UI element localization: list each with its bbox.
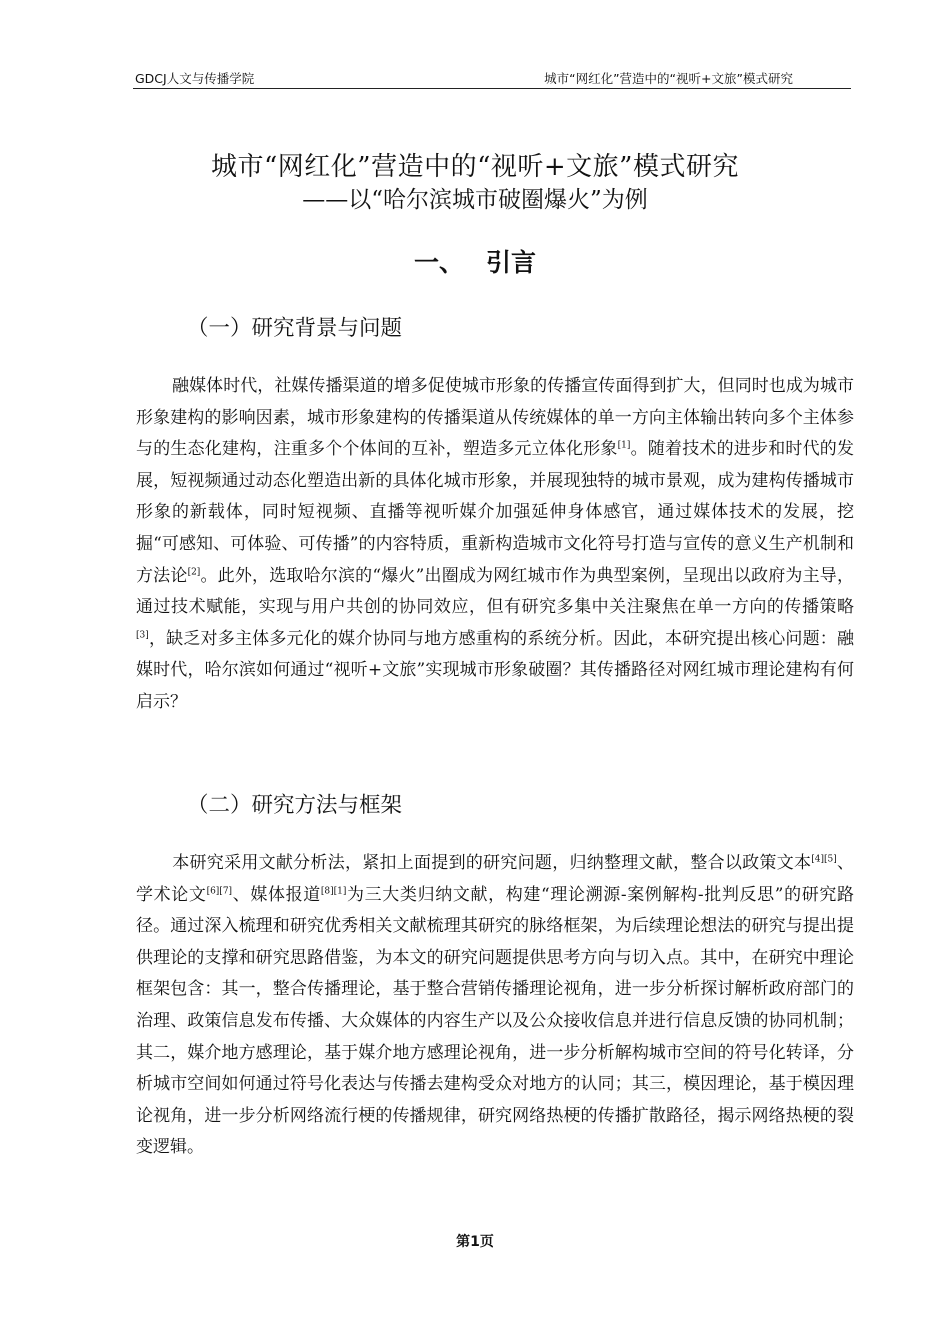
subsection-heading-methods: （二）研究方法与框架 [187,793,403,818]
text-run: 、学术论文 [136,853,855,905]
text-run: 。随着技术的进步和时代的发展，短视频通过动态化塑造出新的具体化城市形象，并展现独特的城市景观，成为建构传播城市形象的新载体，同时短视频、直播等视听媒介加强延伸身体感官，通过媒体技术的发展，挖掘“可感知、可体验、可传播”的内容特质，重新构造城市文化符号打造与宣传的意义生产机制和方法论 [136,439,855,586]
text-run: 本研究采用文献分析法，紧扣上面提到的研究问题，归纳整理文献，整合以政策文本 [172,853,812,873]
paper-title: 城市“网红化”营造中的“视听+文旅”模式研究 [211,152,739,182]
citation-marker: [8][1] [320,885,347,896]
citation-marker: [1] [617,440,631,451]
header-institution: GDCJ人文与传播学院 [135,71,255,86]
citation-marker: [4][5] [811,854,837,865]
text-run: 融媒体时代，社媒传播渠道的增多促使城市形象的传播宣传面得到扩大，但同时也成为城市形象建构的影响因素，城市形象建构的传播渠道从传统媒体的单一方向主体输出转向多个主体参与的生态化建构，注重多个个体间的互补，塑造多元立体化形象 [136,376,854,460]
section-number: 一、 [413,248,464,277]
text-run: 、媒体报道 [232,884,321,905]
text-run: 为三大类归纳文献，构建“理论溯源-案例解构-批判反思”的研究路径。通过深入梳理和研究优秀相关文献梳理其研究的脉络框架，为后续理论想法的研究与提出提供理论的支撑和研究思路借鉴，为本文的研究问题提供思考方向与切入点。其中，在研究中理论框架包含：其一，整合传播理论，基于整合营销传播理论视角，进一步分析探讨解析政府部门的治理、政策信息发布传播、大众媒体的内容生产以及公众接收信息并进行信息反馈的协同机制；其二，媒介地方感理论，基于媒介地方感理论视角，进一步分析解构城市空间的符号化转译，分析城市空间如何通过符号化表达与传播去建构受众对地方的认同；其三，模因理论，基于模因理论视角，进一步分析网络流行梗的传播规律，研究网络热梗的传播扩散路径，揭示网络热梗的裂变逻辑。 [136,884,855,1158]
paragraph-methods [136,848,854,1164]
citation-marker: [3] [136,630,149,641]
page-number: 第1页 [456,1234,494,1250]
citation-marker: [6][7] [206,885,233,896]
header-short-title: 城市“网红化”营造中的“视听+文旅”模式研究 [544,71,793,86]
running-header [133,68,851,89]
paragraph-background [136,371,854,719]
text-run: 。此外，选取哈尔滨的“爆火”出圈成为网红城市作为典型案例，呈现出以政府为主导，通过技术赋能，实现与用户共创的协同效应，但有研究多集中关注聚焦在单一方向的传播策略 [136,565,854,618]
section-heading-introduction [0,243,950,279]
text-run: ，缺乏对多主体多元化的媒介协同与地方感重构的系统分析。因此，本研究提出核心问题：融媒时代，哈尔滨如何通过“视听+文旅”实现城市形象破圈？其传播路径对网红城市理论建构有何启示？ [136,628,854,712]
paper-subtitle: ——以“哈尔滨城市破圈爆火”为例 [302,187,648,213]
subsection-heading-background: （一）研究背景与问题 [187,316,403,341]
citation-marker: [2] [187,566,201,577]
section-title: 引言 [486,248,537,277]
